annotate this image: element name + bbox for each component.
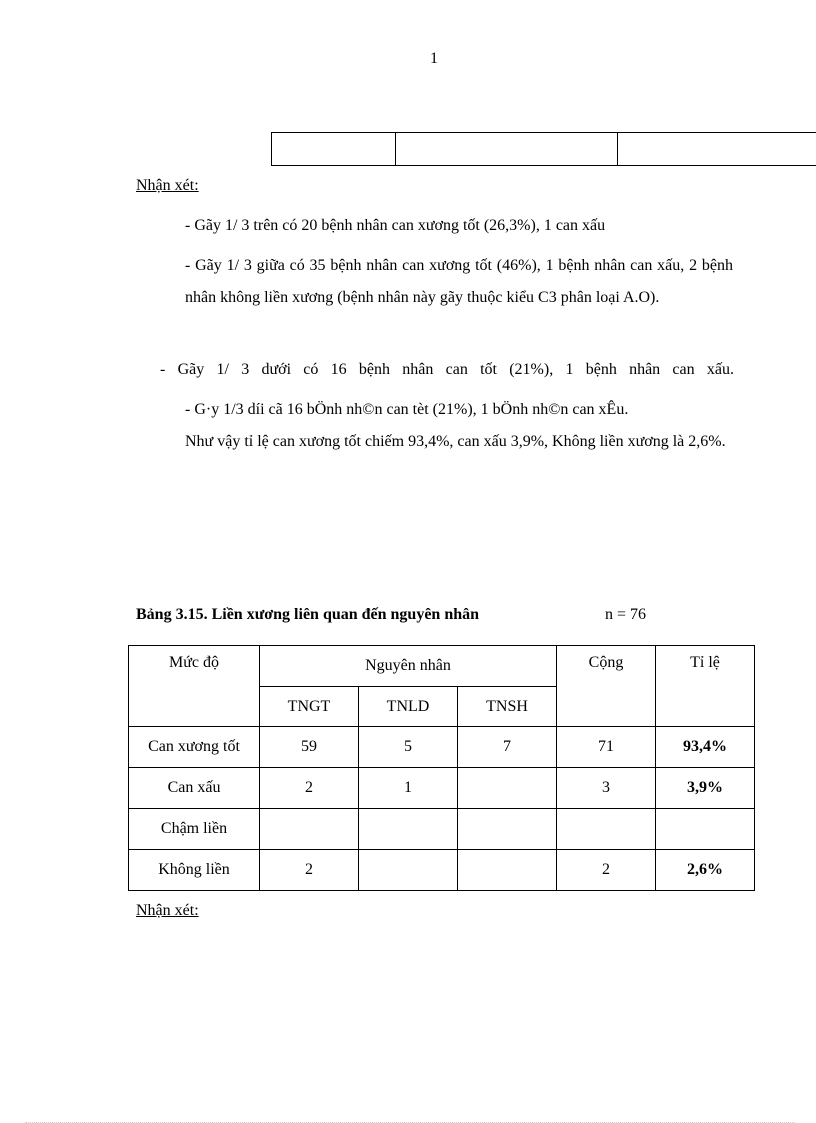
table-caption: Bảng 3.15. Liền xương liên quan đến nguyên nhân xyxy=(136,606,480,623)
header-total: Cộng xyxy=(557,646,656,727)
paragraph-lower-third-legacy-encoding: - G·y 1/3 díi cã 16 bÖnh nh©n can tèt (21%), 1 bÖnh nh©n can xÊu. xyxy=(185,401,629,418)
remark-heading: Nhận xét: xyxy=(136,177,199,194)
paragraph-lower-third: - Gãy 1/ 3 dưới có 16 bệnh nhân can tốt (21%), 1 bệnh nhân can xấu. xyxy=(160,361,734,378)
table-row xyxy=(129,850,755,891)
table-row xyxy=(129,768,755,809)
table-row xyxy=(129,809,755,850)
row-label: Can xấu xyxy=(129,768,260,809)
header-tnld: TNLD xyxy=(359,687,458,727)
paragraph-upper-third: - Gãy 1/ 3 trên có 20 bệnh nhân can xương tốt (26,3%), 1 can xấu xyxy=(185,217,606,234)
cell-tnsh: 7 xyxy=(458,727,557,768)
table-cell xyxy=(618,133,816,165)
header-rate: Tỉ lệ xyxy=(656,646,755,727)
remark-heading: Nhận xét: xyxy=(136,902,199,919)
cell-tngt xyxy=(260,809,359,850)
results-table xyxy=(128,645,755,891)
cell-total: 2 xyxy=(557,850,656,891)
cell-tngt: 2 xyxy=(260,850,359,891)
cell-rate: 2,6% xyxy=(656,850,755,891)
row-label: Can xương tốt xyxy=(129,727,260,768)
cell-tnld: 1 xyxy=(359,768,458,809)
table-sample-size: n = 76 xyxy=(605,606,647,623)
cell-total: 3 xyxy=(557,768,656,809)
cell-tnsh xyxy=(458,809,557,850)
page-number: 1 xyxy=(430,50,438,67)
cell-tnsh xyxy=(458,768,557,809)
cell-tngt: 2 xyxy=(260,768,359,809)
cell-rate: 3,9% xyxy=(656,768,755,809)
header-cause: Nguyên nhân xyxy=(260,646,557,687)
paragraph-summary: Như vậy tỉ lệ can xương tốt chiếm 93,4%, can xấu 3,9%, Không liền xương là 2,6%. xyxy=(185,433,726,450)
cell-rate: 93,4% xyxy=(656,727,755,768)
row-label: Chậm liền xyxy=(129,809,260,850)
paragraph-middle-third: - Gãy 1/ 3 giữa có 35 bệnh nhân can xương tốt (46%), 1 bệnh nhân can xấu, 2 bệnh nhân không liền xương (bệnh nhân này gãy thuộc kiểu C3 phân loại A.O). xyxy=(185,257,733,306)
header-level: Mức độ xyxy=(129,646,260,727)
cell-total: 71 xyxy=(557,727,656,768)
cell-total xyxy=(557,809,656,850)
row-label: Không liền xyxy=(129,850,260,891)
table-cell xyxy=(272,133,396,165)
cell-tngt: 59 xyxy=(260,727,359,768)
header-tngt: TNGT xyxy=(260,687,359,727)
cell-tnld xyxy=(359,809,458,850)
cell-rate xyxy=(656,809,755,850)
previous-table-bottom-row xyxy=(271,132,816,166)
cell-tnld: 5 xyxy=(359,727,458,768)
table-cell xyxy=(396,133,618,165)
cell-tnsh xyxy=(458,850,557,891)
cell-tnld xyxy=(359,850,458,891)
table-row xyxy=(129,727,755,768)
header-tnsh: TNSH xyxy=(458,687,557,727)
